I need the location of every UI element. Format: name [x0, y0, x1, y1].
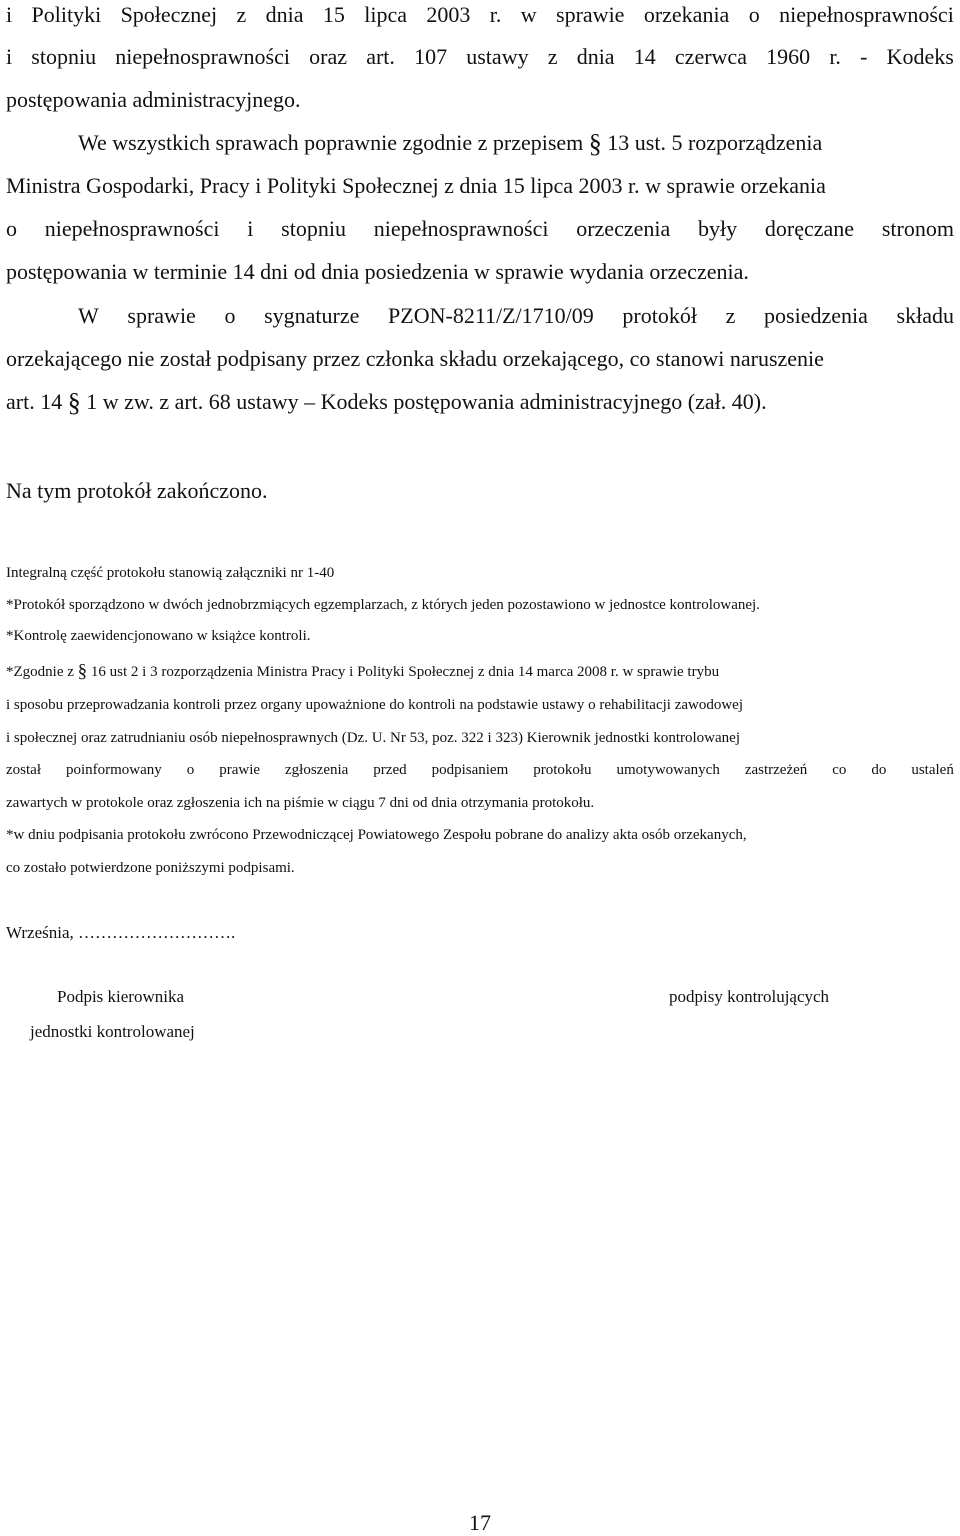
word: stopniu: [31, 44, 97, 69]
word: i: [6, 2, 13, 27]
word: protokołu: [533, 762, 592, 778]
word: o: [186, 762, 195, 778]
registry-note: *Kontrolę zaewidencjonowano w książce kontroli.: [6, 628, 311, 644]
paragraph3-line3: [6, 389, 767, 416]
word: niepełnosprawności: [779, 2, 954, 27]
return-note-line1: *w dniu podpisania protokołu zwrócono Przewodniczącej Powiatowego Zespołu pobrane do analizy akta osób orzekanych,: [6, 827, 747, 843]
page-number: 17: [469, 1510, 491, 1535]
closing-statement: Na tym protokół zakończono.: [6, 478, 268, 503]
word: poinformowany: [65, 762, 162, 778]
text-segment: We wszystkich sprawach poprawnie zgodnie z przepisem: [78, 130, 584, 155]
word: niepełnosprawności: [115, 44, 290, 69]
word: r.: [489, 2, 502, 27]
paragraph2-line3: [6, 216, 954, 242]
word: podpisaniem: [431, 762, 509, 778]
word: 15: [322, 2, 345, 27]
word: r.: [829, 44, 841, 69]
paragraph3-line1: [78, 303, 954, 329]
signature-right: podpisy kontrolujących: [669, 987, 830, 1006]
regulation-note-line4: [6, 762, 954, 779]
word: i: [6, 44, 13, 69]
word: ustawy: [466, 44, 529, 69]
word: i: [247, 216, 254, 241]
word: składu: [896, 303, 954, 328]
word: sprawie: [127, 303, 196, 328]
word: o: [748, 2, 760, 27]
word: sygnaturze: [264, 303, 360, 328]
word: niepełnosprawności: [44, 216, 220, 241]
text-segment: 16 ust 2 i 3 rozporządzenia Ministra Pracy i Polityki Społecznej z dnia 14 marca 2008 r. w sprawie trybu: [90, 664, 720, 680]
section-sign: §: [588, 129, 602, 158]
word: z: [547, 44, 558, 69]
signature-left-line1: Podpis kierownika: [57, 987, 185, 1006]
paragraph2-line2: Ministra Gospodarki, Pracy i Polityki Społecznej z dnia 15 lipca 2003 r. w sprawie orzekania: [6, 173, 826, 198]
word: 1960: [766, 44, 811, 69]
regulation-note-line5: zawartych w protokole oraz zgłoszenia ich na piśmie w ciągu 7 dni od dnia otrzymania protokołu.: [6, 795, 595, 811]
signature-left-line2: jednostki kontrolowanej: [30, 1022, 195, 1041]
text-segment: 1 w zw. z art. 68 ustawy – Kodeks postępowania administracyjnego (zał. 40).: [86, 389, 767, 414]
word: PZON-8211/Z/1710/09: [388, 303, 594, 328]
paragraph2-line1: [78, 130, 822, 157]
word: W: [78, 303, 99, 328]
paragraph1-line2: [6, 44, 954, 70]
word: o: [6, 216, 17, 241]
word: zastrzeżeń: [744, 762, 808, 778]
word: ustaleń: [911, 762, 954, 778]
paragraph3-line2: orzekającego nie został podpisany przez członka składu orzekającego, co stanowi naruszenie: [6, 346, 824, 371]
word: przed: [373, 762, 407, 778]
word: protokół: [622, 303, 697, 328]
paragraph2-line4: postępowania w terminie 14 dni od dnia posiedzenia w sprawie wydania orzeczenia.: [6, 259, 749, 284]
word: z: [725, 303, 736, 328]
attachments-note: Integralną część protokołu stanowią załączniki nr 1-40: [6, 565, 335, 581]
word: Społecznej: [120, 2, 218, 27]
word: 14: [633, 44, 656, 69]
word: niepełnosprawności: [373, 216, 549, 241]
place-date: Września, ……………………….: [6, 923, 236, 942]
word: czerwca: [674, 44, 747, 69]
word: umotywowanych: [616, 762, 720, 778]
text-segment: 13 ust. 5 rozporządzenia: [607, 130, 823, 155]
word: orzeczenia: [576, 216, 671, 241]
section-sign: §: [67, 388, 81, 417]
word: posiedzenia: [764, 303, 868, 328]
word: dnia: [265, 2, 304, 27]
word: stopniu: [281, 216, 346, 241]
word: zgłoszenia: [285, 762, 349, 778]
word: oraz: [309, 44, 348, 69]
section-sign: §: [77, 661, 88, 682]
return-note-line2: co zostało potwierdzone poniższymi podpisami.: [6, 860, 295, 876]
word: w: [520, 2, 537, 27]
word: lipca: [364, 2, 408, 27]
word: prawie: [219, 762, 261, 778]
regulation-note-line2: i sposobu przeprowadzania kontroli przez organy upoważnione do kontroli na podstawie ustawy o rehabilitacji zawodowej: [6, 697, 744, 713]
word: -: [860, 44, 868, 69]
word: art.: [366, 44, 395, 69]
word: dnia: [576, 44, 615, 69]
word: doręczane: [764, 216, 855, 241]
copies-note: *Protokół sporządzono w dwóch jednobrzmiących egzemplarzach, z których jeden pozostawiono w jednostce kontrolowanej.: [6, 597, 760, 613]
word: Kodeks: [886, 44, 954, 69]
word: o: [224, 303, 236, 328]
word: do: [871, 762, 887, 778]
regulation-note-line3: i społecznej oraz zatrudnianiu osób niepełnosprawnych (Dz. U. Nr 53, poz. 322 i 323) Kierownik jednostki kontrolowanej: [6, 730, 740, 746]
word: z: [236, 2, 247, 27]
word: były: [698, 216, 738, 241]
word: sprawie: [556, 2, 625, 27]
word: 107: [414, 44, 448, 69]
word: został: [6, 762, 41, 778]
word: orzekania: [643, 2, 730, 27]
word: co: [832, 762, 847, 778]
regulation-note-line1: [6, 662, 719, 681]
paragraph1-line1: [6, 2, 954, 28]
paragraph1-line3: postępowania administracyjnego.: [6, 87, 301, 112]
text-segment: *Zgodnie z: [6, 664, 74, 680]
text-segment: art. 14: [6, 389, 63, 414]
word: Polityki: [31, 2, 102, 27]
word: stronom: [881, 216, 954, 241]
word: 2003: [426, 2, 471, 27]
